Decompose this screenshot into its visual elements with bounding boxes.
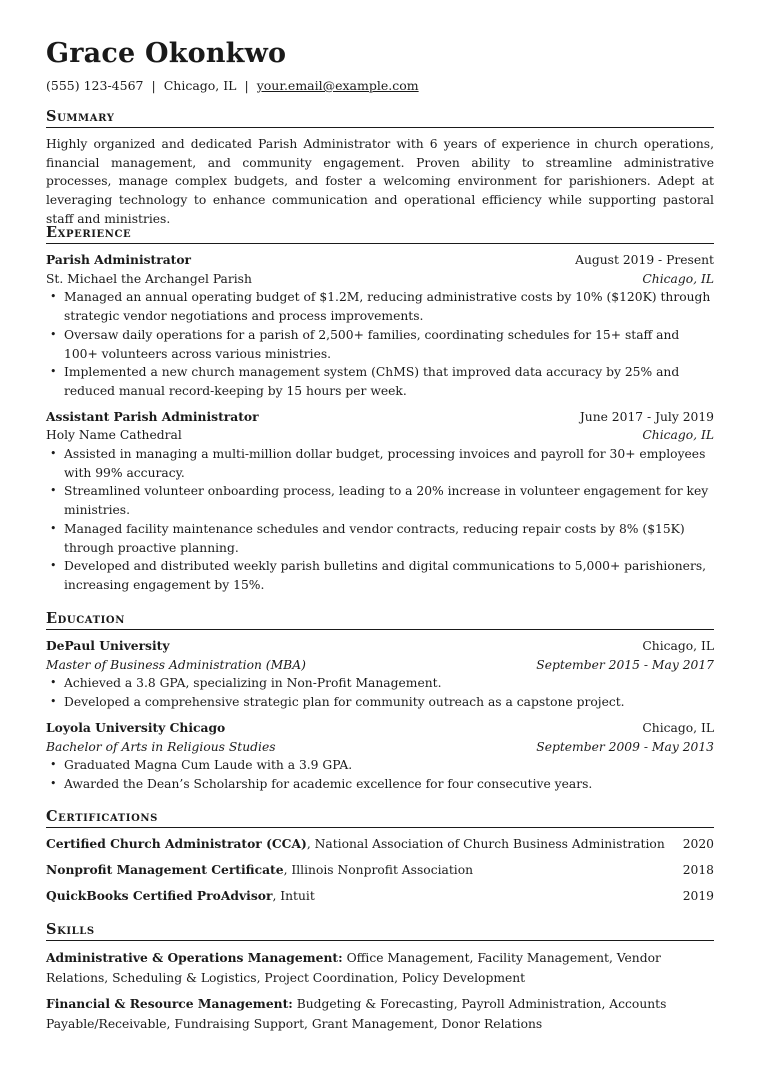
bullet-item: • Developed and distributed weekly parish bulletins and digital communications to 5,000+ parishioners, increasing engagement by 15%. (46, 557, 714, 594)
skill-group-label: Administrative & Operations Management: (46, 950, 343, 965)
certification-name: Nonprofit Management Certificate (46, 862, 284, 878)
degree-dates: September 2009 - May 2013 (536, 739, 714, 754)
school-location: Chicago, IL (642, 720, 714, 735)
job-location: Chicago, IL (642, 271, 714, 286)
skill-group (46, 994, 714, 1034)
separator: | (244, 78, 249, 93)
education-entry (46, 719, 714, 794)
bullet-item: • Awarded the Dean’s Scholarship for academic excellence for four consecutive years. (46, 775, 714, 794)
skill-group-list: Office Management, Facility Management, Vendor Relations, Scheduling & Logistics, Project Coordination, Policy Development (46, 951, 661, 985)
job-entry (46, 408, 714, 595)
bullet-item: • Implemented a new church management system (ChMS) that improved data accuracy by 25% and reduced manual record-keeping by 15 hours per week. (46, 363, 714, 400)
job-dates: June 2017 - July 2019 (579, 409, 714, 424)
school-location: Chicago, IL (642, 639, 714, 653)
certification-item (46, 835, 714, 854)
certification-text (46, 861, 473, 880)
education-section (46, 610, 714, 801)
bullet-item: • Oversaw daily operations for a parish of 2,500+ families, coordinating schedules for 15+ staff and 100+ volunteers across various ministries. (46, 326, 714, 363)
certification-text (46, 887, 315, 906)
certification-text (46, 835, 665, 854)
bullet-item: • Achieved a 3.8 GPA, specializing in Non-Profit Management. (46, 674, 714, 693)
degree-row (46, 656, 714, 675)
school-header (46, 637, 714, 656)
skills-section (46, 921, 714, 1040)
degree-name: Bachelor of Arts in Religious Studies (46, 739, 276, 754)
certification-item (46, 861, 714, 880)
job-organization: Holy Name Cathedral (46, 428, 182, 443)
section-title-summary: Summary (46, 108, 714, 128)
degree-dates: September 2015 - May 2017 (536, 657, 714, 672)
skill-group-list: Budgeting & Forecasting, Payroll Administration, Accounts Payable/Receivable, Fundraising Support, Grant Management, Donor Relations (46, 997, 667, 1031)
location: Chicago, IL (163, 78, 237, 93)
contact-line (46, 78, 419, 94)
bullet-item: • Assisted in managing a multi-million dollar budget, processing invoices and payroll for 30+ employees with 99% accuracy. (46, 445, 714, 482)
certification-year: 2019 (682, 889, 714, 904)
bullet-item: • Managed an annual operating budget of $1.2M, reducing administrative costs by 10% ($120K) through strategic vendor negotiations and process improvements. (46, 288, 714, 325)
job-title: Assistant Parish Administrator (46, 408, 259, 424)
school-header (46, 719, 714, 738)
education-bullets (46, 674, 714, 711)
bullet-item: • Graduated Magna Cum Laude with a 3.9 GPA. (46, 756, 714, 775)
degree-row (46, 738, 714, 757)
certification-issuer: , Intuit (272, 889, 315, 904)
job-dates: August 2019 - Present (575, 253, 714, 267)
section-title-education: Education (46, 610, 714, 630)
skill-group (46, 948, 714, 988)
job-title: Parish Administrator (46, 252, 192, 267)
certification-issuer: , National Association of Church Business Administration (306, 837, 665, 851)
degree-name: Master of Business Administration (MBA) (46, 657, 306, 672)
job-header (46, 408, 714, 427)
separator: | (151, 78, 156, 93)
candidate-name: Grace Okonkwo (46, 38, 287, 69)
education-entry (46, 637, 714, 712)
bullet-item: • Managed facility maintenance schedules and vendor contracts, reducing repair costs by 8% ($15K) through proactive planning. (46, 520, 714, 557)
certification-issuer: , Illinois Nonprofit Association (283, 863, 474, 878)
certification-item (46, 887, 714, 906)
summary-section (46, 108, 714, 229)
job-bullets (46, 445, 714, 595)
phone-number: (555) 123-4567 (46, 78, 144, 93)
job-org-row (46, 426, 714, 445)
section-title-certifications: Certifications (46, 808, 714, 828)
education-bullets (46, 756, 714, 793)
school-name: DePaul University (46, 638, 170, 653)
bullet-item: • Streamlined volunteer onboarding process, leading to a 20% increase in volunteer engagement for key ministries. (46, 482, 714, 519)
job-bullets (46, 288, 714, 400)
email-link[interactable]: your.email@example.com (256, 78, 419, 93)
job-header (46, 251, 714, 270)
certifications-section (46, 808, 714, 914)
skill-group-label: Financial & Resource Management: (46, 996, 293, 1011)
summary-text: Highly organized and dedicated Parish Administrator with 6 years of experience in church operations, financial management, and community engagement. Proven ability to streamline administrative processes, manage complex budgets, and foster a welcoming environment for parishioners. Adept at leveraging technology to enhance communication and operational efficiency while supporting pastoral staff and ministries. (46, 137, 714, 226)
bullet-item: • Developed a comprehensive strategic plan for community outreach as a capstone project. (46, 693, 714, 712)
section-title-skills: Skills (46, 921, 714, 941)
section-title-experience: Experience (46, 224, 714, 244)
job-org-row (46, 270, 714, 289)
experience-section (46, 224, 714, 602)
job-location: Chicago, IL (642, 428, 714, 443)
job-organization: St. Michael the Archangel Parish (46, 271, 252, 286)
school-name: Loyola University Chicago (46, 719, 226, 735)
certification-year: 2018 (682, 863, 714, 878)
certification-name: Certified Church Administrator (CCA) (46, 836, 307, 851)
certification-year: 2020 (682, 837, 714, 851)
job-entry (46, 251, 714, 401)
certification-name: QuickBooks Certified ProAdvisor (46, 888, 273, 904)
